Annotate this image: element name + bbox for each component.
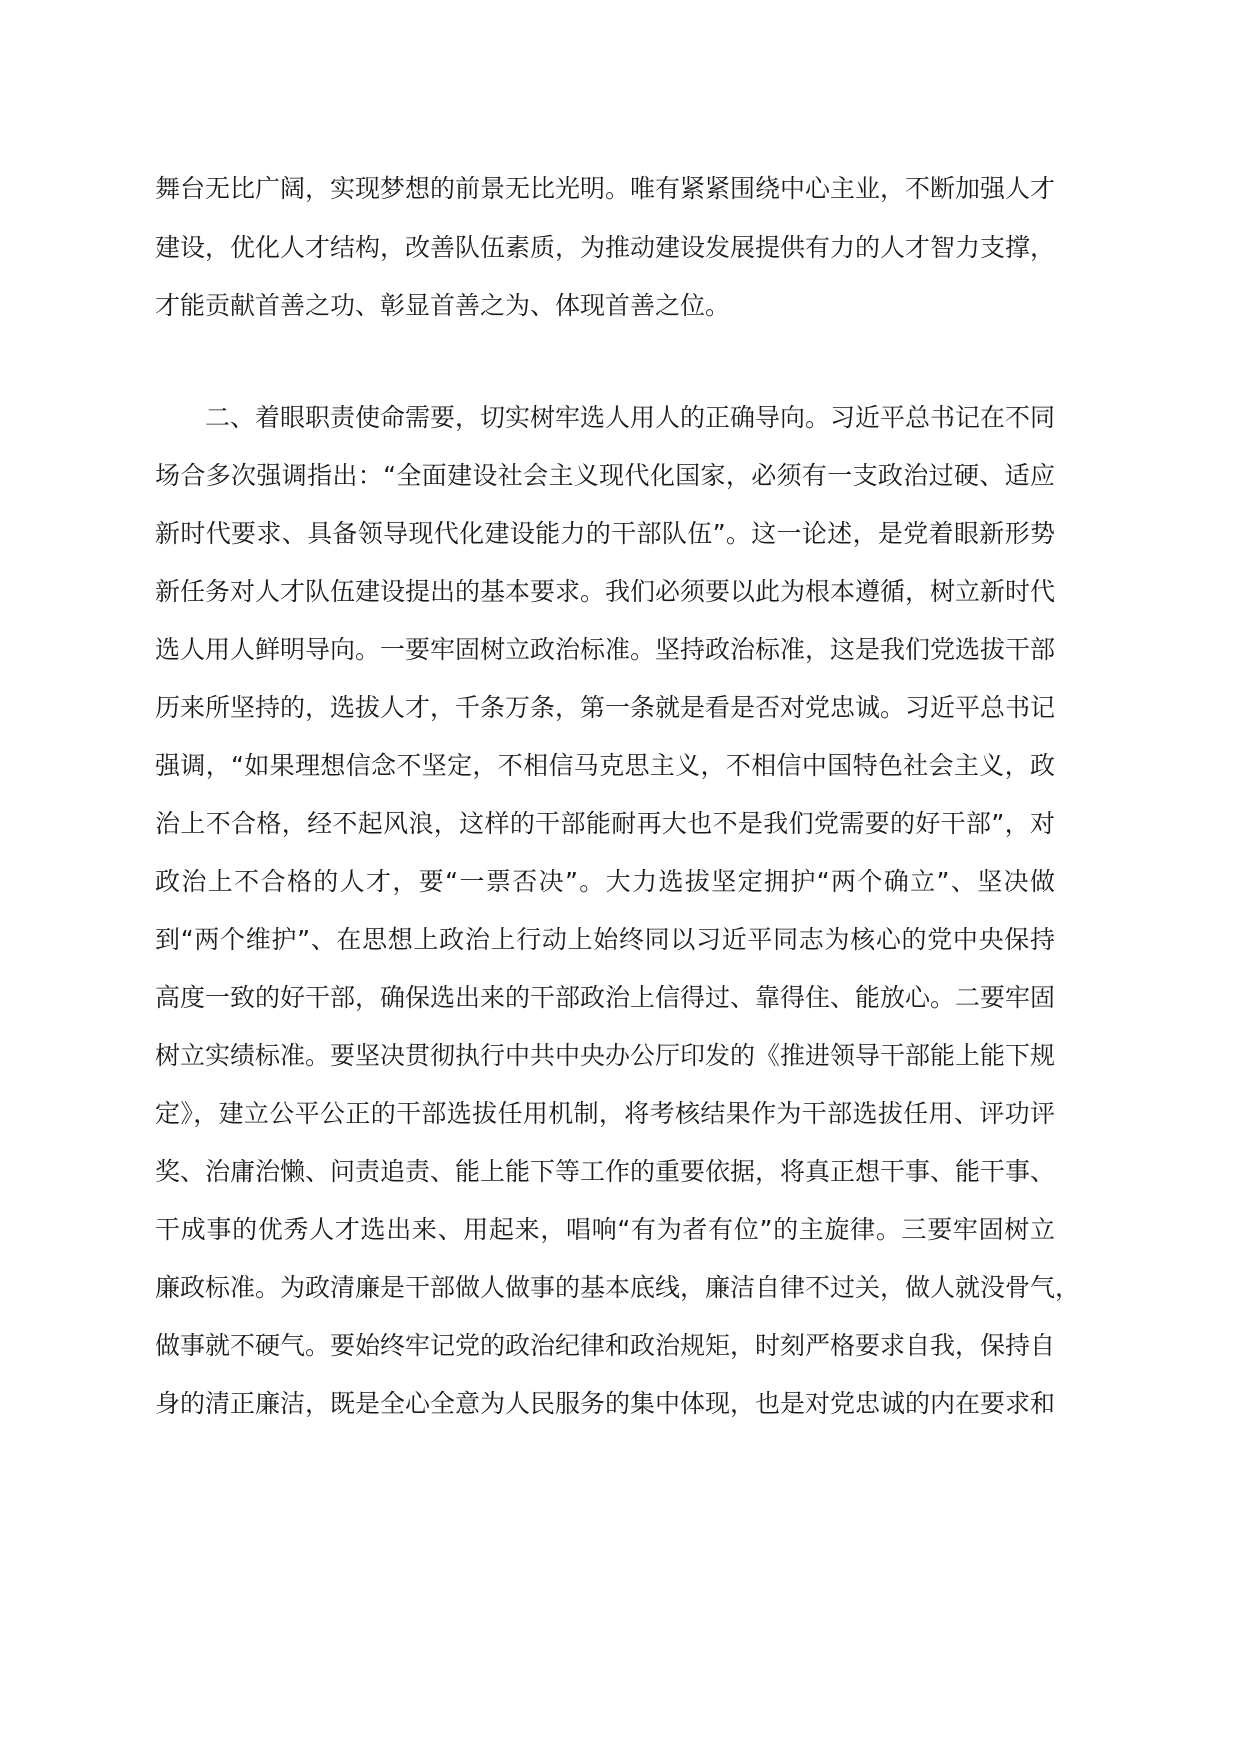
text-line: 树立实绩标准。要坚决贯彻执行中共中央办公厅印发的《推进领导干部能上能下规 [155,1041,1056,1070]
text-line: 历来所坚持的，选拔人才，千条万条，第一条就是看是否对党忠诚。习近平总书记 [155,693,1056,722]
text-line: 才能贡献首善之功、彰显首善之为、体现首善之位。 [155,291,731,320]
text-line: 建设，优化人才结构，改善队伍素质，为推动建设发展提供有力的人才智力支撑， [155,233,1056,262]
text-line: 新时代要求、具备领导现代化建设能力的干部队伍”。这一论述，是党着眼新形势 [155,519,1055,548]
text-line: 定》，建立公平公正的干部选拔任用机制，将考核结果作为干部选拔任用、评功评 [155,1099,1055,1128]
text-line: 奖、治庸治懒、问责追责、能上能下等工作的重要依据，将真正想干事、能干事、 [155,1157,1056,1186]
text-line: 高度一致的好干部，确保选出来的干部政治上信得过、靠得住、能放心。二要牢固 [155,983,1056,1012]
text-line: 干成事的优秀人才选出来、用起来，唱响“有为者有位”的主旋律。三要牢固树立 [155,1215,1055,1244]
text-line [155,1442,1055,1482]
text-line: 做事就不硬气。要始终牢记党的政治纪律和政治规矩，时刻严格要求自我，保持自 [155,1331,1056,1360]
text-line: 强调，“如果理想信念不坚定，不相信马克思主义，不相信中国特色社会主义，政 [155,751,1055,780]
text-line: 身的清正廉洁，既是全心全意为人民服务的集中体现，也是对党忠诚的内在要求和 [155,1389,1056,1418]
text-line: 治上不合格，经不起风浪，这样的干部能耐再大也不是我们党需要的好干部”，对 [155,809,1055,838]
text-line: 廉政标准。为政清廉是干部做人做事的基本底线，廉洁自律不过关，做人就没骨气， [155,1273,1081,1302]
text-line: 舞台无比广阔，实现梦想的前景无比光明。唯有紧紧围绕中心主业，不断加强人才 [155,174,1056,203]
text-line: 选人用人鲜明导向。一要牢固树立政治标准。坚持政治标准，这是我们党选拔干部 [155,635,1056,664]
text-line: 到“两个维护”、在思想上政治上行动上始终同以习近平同志为核心的党中央保持 [155,925,1055,954]
text-line: 二、着眼职责使命需要，切实树牢选人用人的正确导向。习近平总书记在不同 [205,403,1056,432]
text-line: 政治上不合格的人才，要“一票否决”。大力选拔坚定拥护“两个确立”、坚决做 [155,867,1055,896]
text-line: 新任务对人才队伍建设提出的基本要求。我们必须要以此为根本遵循，树立新时代 [155,577,1056,606]
text-line: 场合多次强调指出：“全面建设社会主义现代化国家，必须有一支政治过硬、适应 [155,461,1055,490]
